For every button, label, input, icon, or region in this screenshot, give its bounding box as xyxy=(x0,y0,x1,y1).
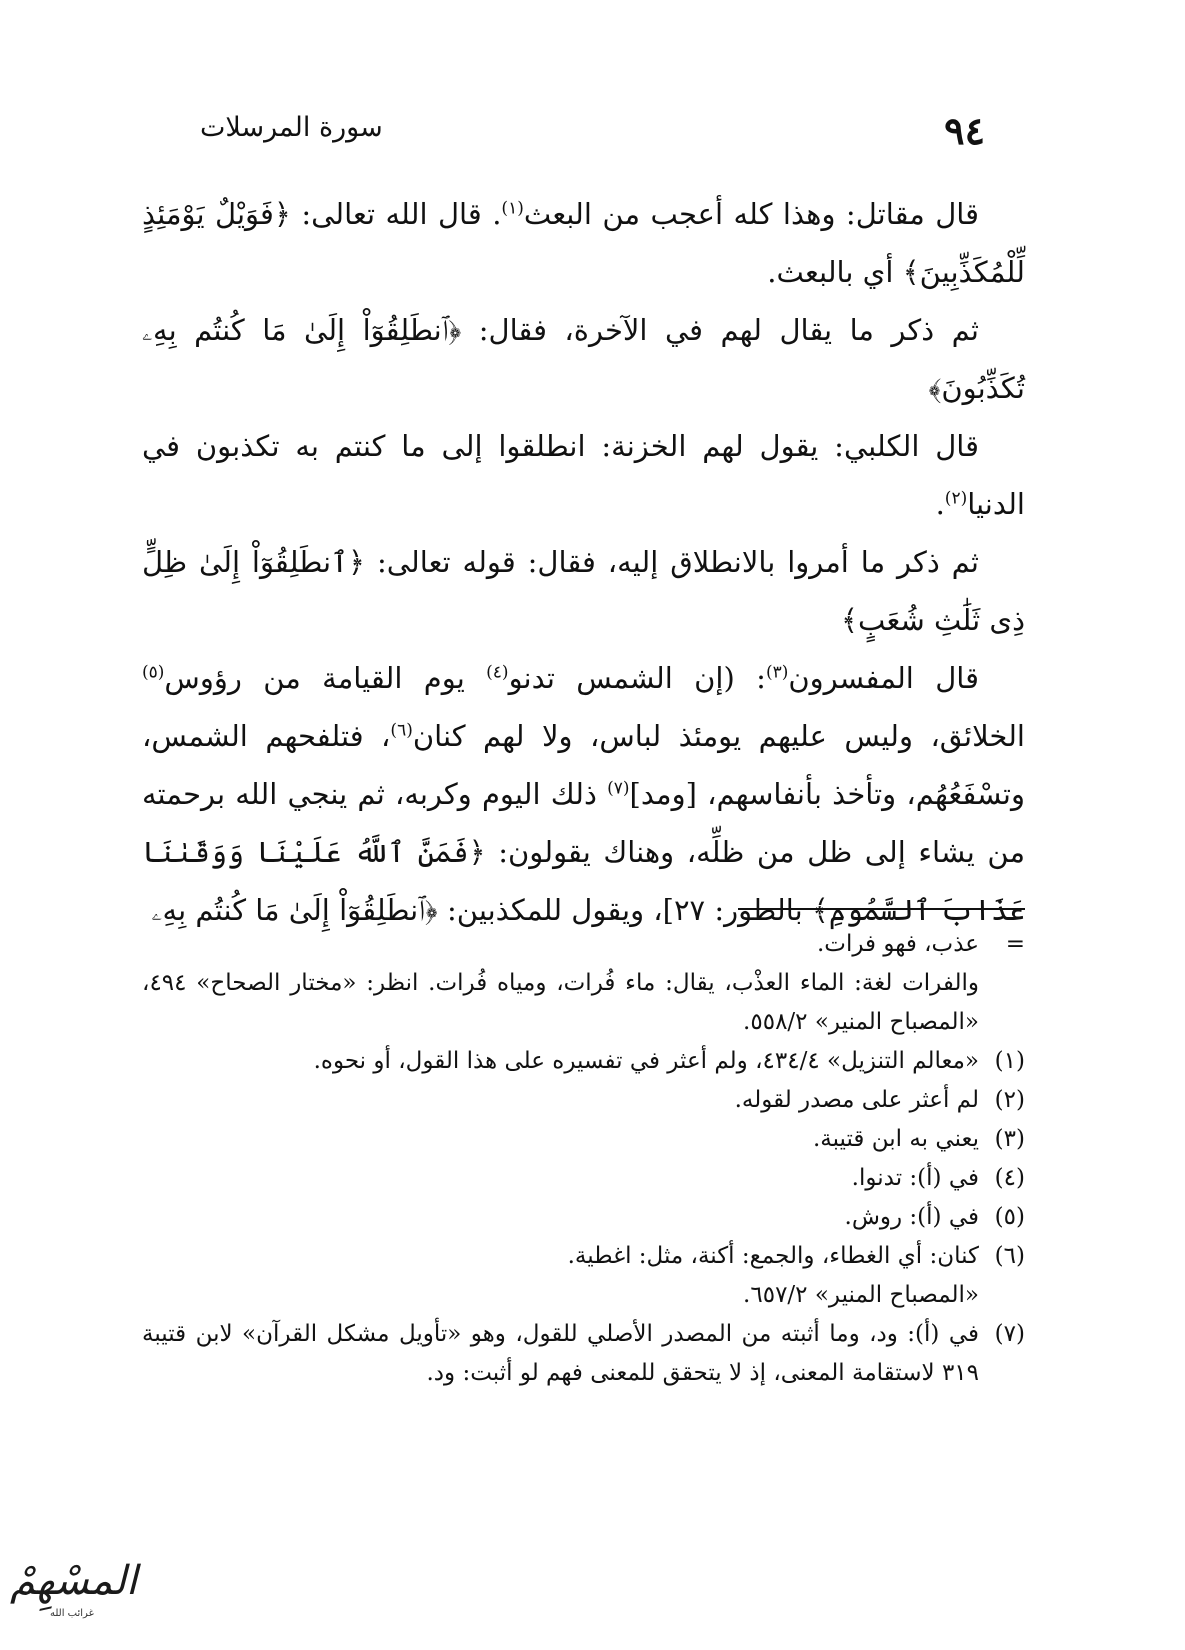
main-text xyxy=(142,185,1025,939)
paragraph-4 xyxy=(142,533,1025,649)
footnote-label: (٧) xyxy=(994,1321,1025,1347)
footnote-ref: (٣) xyxy=(765,662,789,683)
footnote-label: (٣) xyxy=(994,1126,1025,1152)
text-run: قال مقاتل: وهذا كله أعجب من البعث xyxy=(523,197,979,231)
text-run: يوم القيامة من رؤوس xyxy=(164,661,487,695)
text-run: ، فتلفحهم الشمس، وتسْفَعُهُم، وتأخذ بأنفاسهم، [ومد] xyxy=(142,719,1025,811)
footnote-3 xyxy=(142,1120,1025,1159)
quran-verse: ﴿فَوَيْلٌ يَوْمَئِذٍ لِّلْمُكَذِّبِينَ﴾ xyxy=(142,197,1025,289)
text-run: أي بالبعث. xyxy=(767,255,903,289)
publisher-logo xyxy=(10,1558,150,1638)
text-run: ذلك اليوم وكربه، ثم ينجي الله برحمته من يشاء إلى ظل من ظلِّه، وهناك يقولون: xyxy=(142,777,1025,869)
footnote-label: = xyxy=(1005,931,1025,957)
paragraph-2 xyxy=(142,301,1025,417)
footnote-2 xyxy=(142,1081,1025,1120)
text-run: . قال الله تعالى: xyxy=(290,197,502,231)
footnote-label: (٢) xyxy=(994,1087,1025,1113)
footnote-ref: (٥) xyxy=(142,662,165,683)
footnote-1 xyxy=(142,1042,1025,1081)
page-number: ٩٤ xyxy=(944,108,985,153)
footnote-text: في (أ): ود، وما أثبته من المصدر الأصلي للقول، وهو «تأويل مشكل القرآن» لابن قتيبة ٣١٩ لاستقامة المعنى، إذ لا يتحقق للمعنى فهم لو أثبت: ود. xyxy=(142,1321,979,1386)
text-run: قال المفسرون xyxy=(788,661,979,695)
paragraph-5 xyxy=(142,649,1025,939)
running-title: سورة المرسلات xyxy=(200,112,383,143)
footnote-text: في (أ): تدنوا. xyxy=(851,1165,979,1191)
logo-subtext: غرائب الله xyxy=(50,1608,94,1619)
footnote-ref: (٢) xyxy=(944,488,968,509)
footnote-label: (٤) xyxy=(994,1165,1025,1191)
footnote-5 xyxy=(142,1198,1025,1237)
footnote-text: عذب، فهو فرات. xyxy=(816,931,979,957)
footnote-6-continuation: «المصباح المنير» ٦٥٧/٢. xyxy=(743,1282,979,1308)
footnote-label: (٥) xyxy=(994,1204,1025,1230)
paragraph-3 xyxy=(142,417,1025,533)
quran-verse: ﴿فَمَنَّ ٱللَّهُ عَلَيْنَا وَوَقَىٰنَا عَذَابَ ٱلسَّمُومِ﴾ xyxy=(142,835,1025,927)
footnote-ref: (٧) xyxy=(607,778,630,799)
text-run: الخلائق، وليس عليهم يومئذ لباس، ولا لهم كنان xyxy=(412,719,1025,753)
text-run: : (إن الشمس تدنو xyxy=(508,661,766,695)
footnote-label: (١) xyxy=(994,1048,1025,1074)
logo-text: المسْهِمْ xyxy=(10,1558,138,1604)
quran-verse: ﴿ٱنطَلِقُوٓاْ إِلَىٰ مَا كُنتُم بِهِۦ xyxy=(151,893,438,927)
text-run: قال الكلبي: يقول لهم الخزنة: انطلقوا إلى ما كنتم به تكذبون في الدنيا xyxy=(142,429,1025,521)
footnote-text: يعني به ابن قتيبة. xyxy=(812,1126,979,1152)
text-run: ثم ذكر ما يقال لهم في الآخرة، فقال: xyxy=(461,313,979,347)
quran-verse: ﴿ٱنطَلِقُوٓاْ إِلَىٰ ظِلٍّ ذِى ثَلَٰثِ شُعَبٍ﴾ xyxy=(142,545,1025,637)
text-run: بالطور: ٢٧]، ويقول للمكذبين: xyxy=(437,893,812,927)
text-run: ثم ذكر ما أمروا بالانطلاق إليه، فقال: قوله تعالى: xyxy=(365,545,980,579)
page-header xyxy=(200,108,985,158)
footnote-text: كنان: أي الغطاء، والجمع: أكنة، مثل: اغطية. xyxy=(567,1243,979,1269)
footnote-ref: (٤) xyxy=(486,662,509,683)
footnotes xyxy=(142,925,1025,1393)
footnote-label: (٦) xyxy=(994,1243,1025,1269)
footnote-continuation xyxy=(142,925,1025,964)
footnote-separator xyxy=(738,908,1025,910)
quran-verse: ﴿ٱنطَلِقُوٓاْ إِلَىٰ مَا كُنتُم بِهِۦ تُكَذِّبُونَ﴾ xyxy=(142,313,1025,405)
footnote-ref: (١) xyxy=(501,198,524,219)
footnote-ref: (٦) xyxy=(390,720,413,741)
footnote-continuation-text: والفرات لغة: الماء العذْب، يقال: ماء فُرات، ومياه فُرات. انظر: «مختار الصحاح» ٤٩٤، «المصباح المنير» ٥٥٨/٢. xyxy=(142,970,979,1035)
text-run: . xyxy=(935,487,945,521)
footnote-6 xyxy=(142,1237,1025,1276)
footnote-7 xyxy=(142,1315,1025,1393)
footnote-4 xyxy=(142,1159,1025,1198)
footnote-text: «معالم التنزيل» ٤٣٤/٤، ولم أعثر في تفسيره على هذا القول، أو نحوه. xyxy=(313,1048,979,1074)
footnote-text: لم أعثر على مصدر لقوله. xyxy=(734,1087,979,1113)
paragraph-1 xyxy=(142,185,1025,301)
footnote-text: في (أ): روش. xyxy=(844,1204,979,1230)
